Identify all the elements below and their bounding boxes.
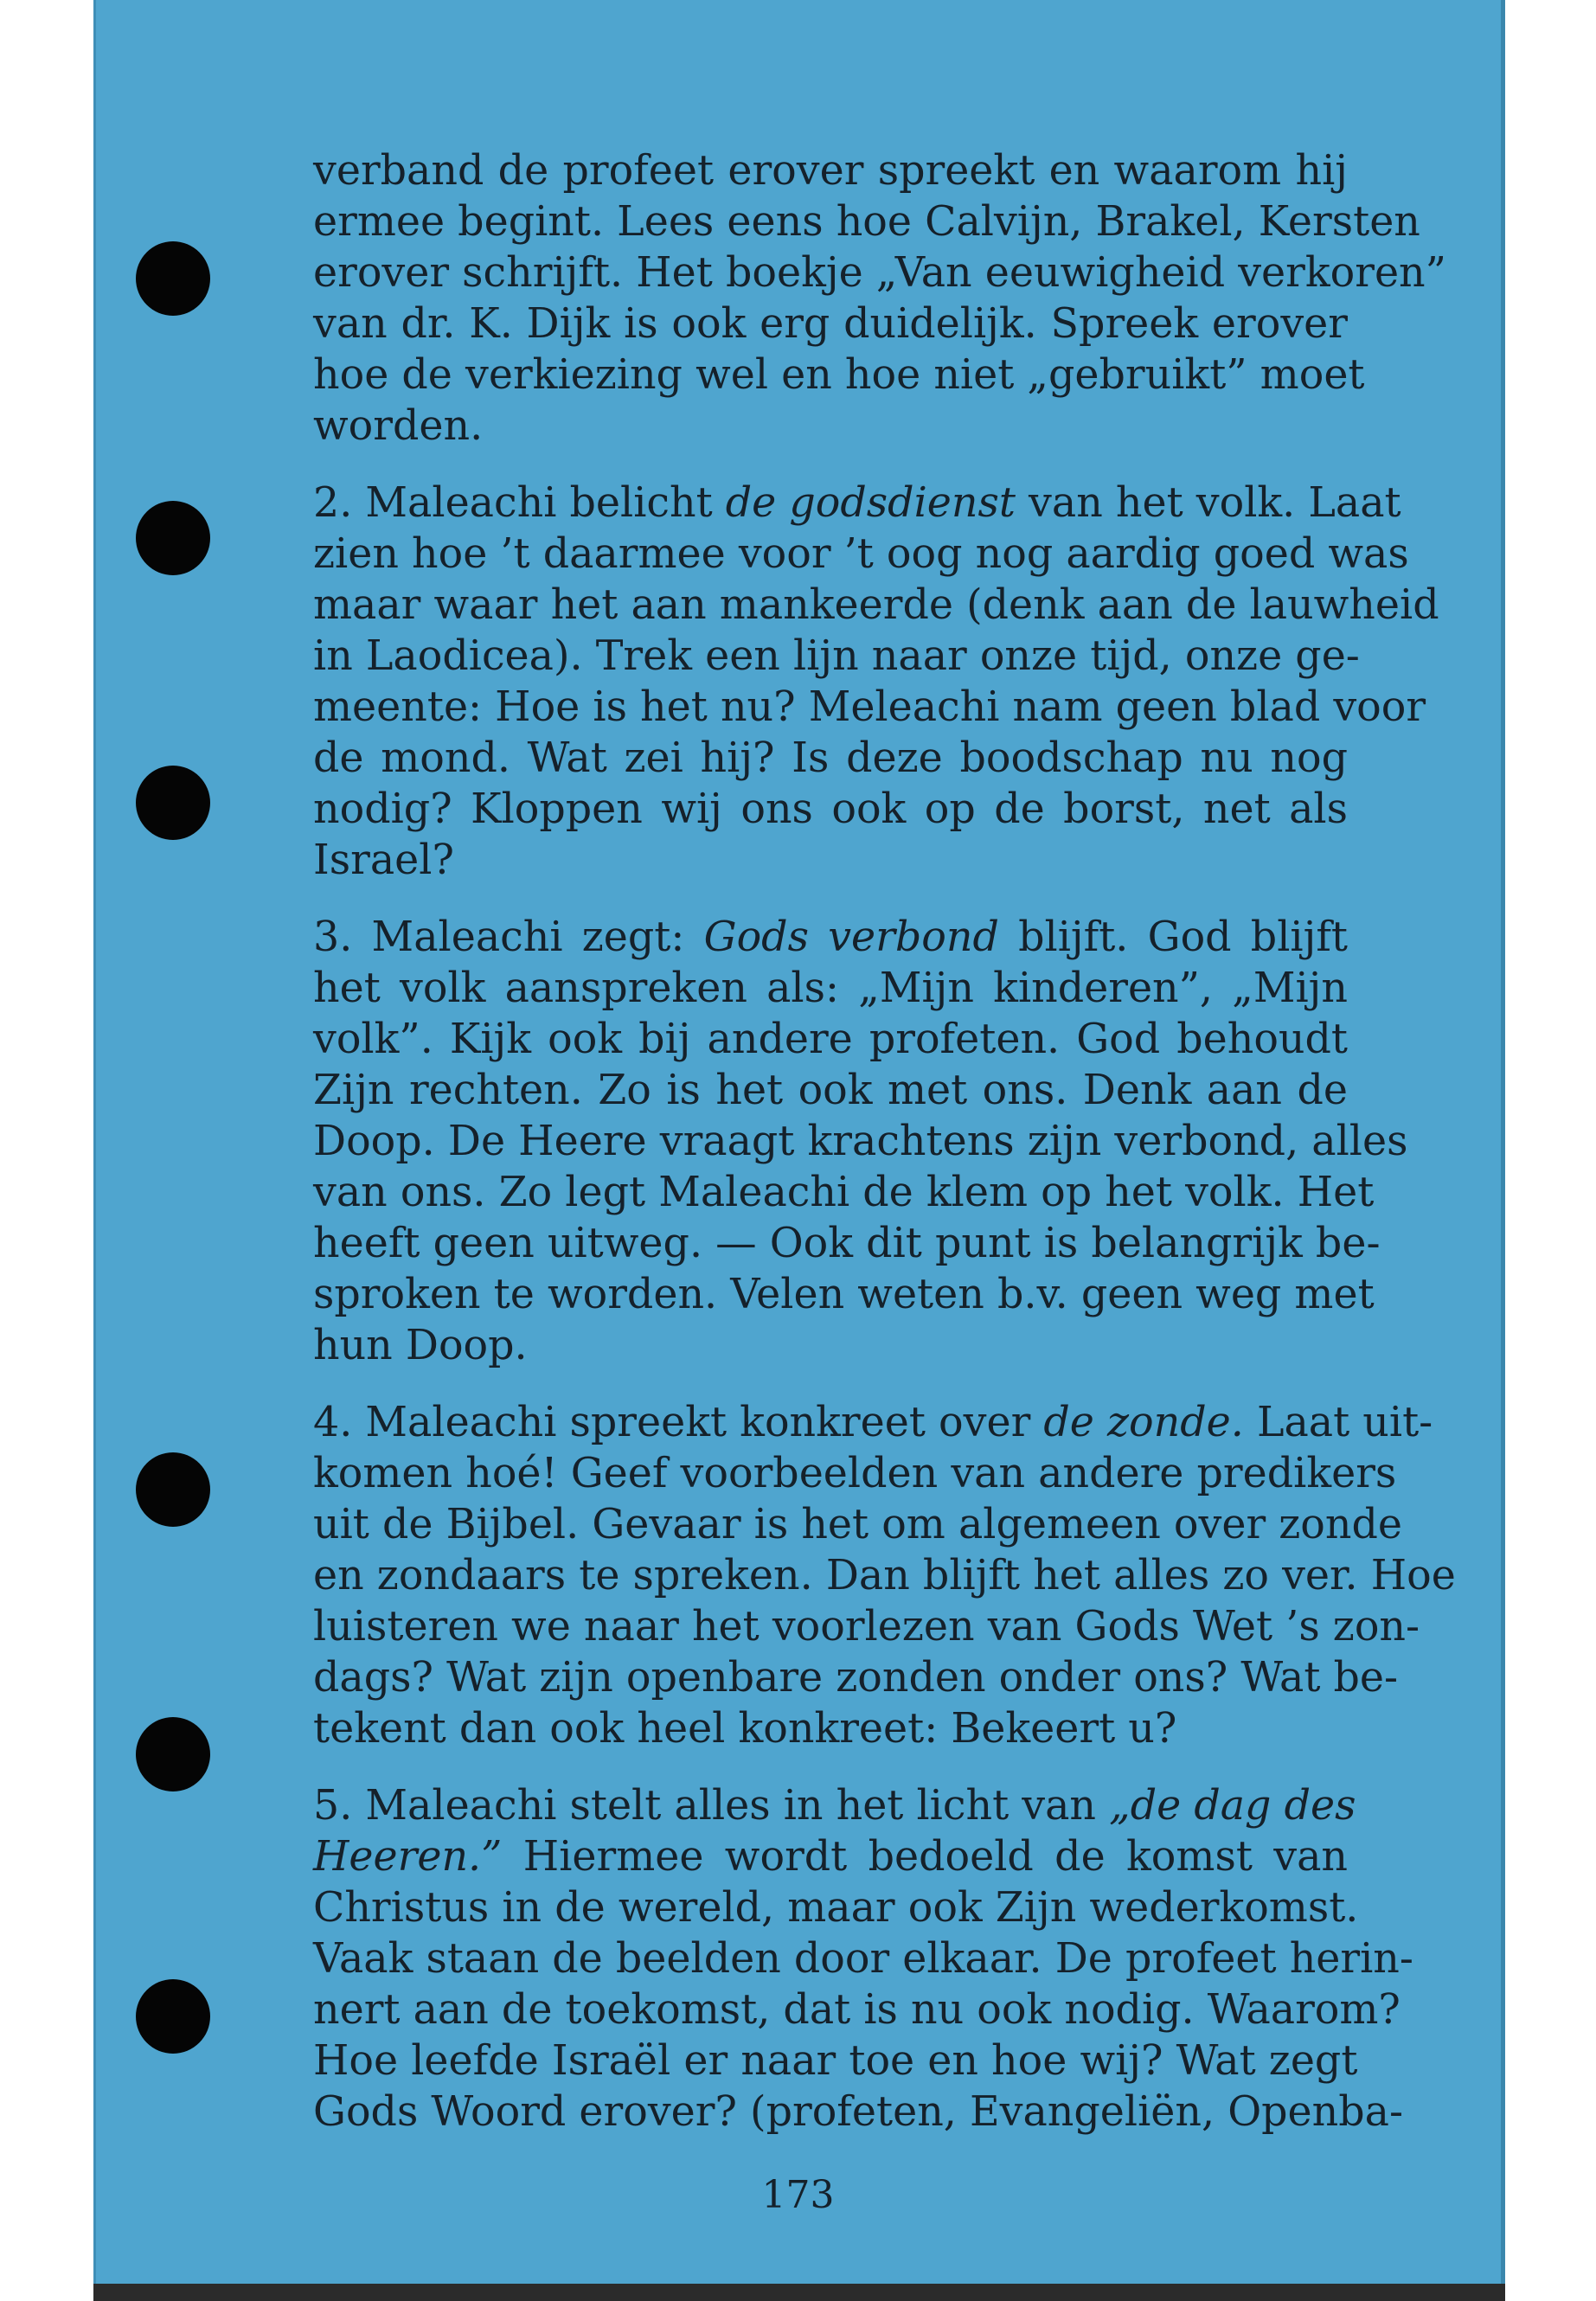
text-line bbox=[313, 1601, 1420, 1652]
paragraph bbox=[313, 912, 1408, 1371]
text-run: verband de profeet erover spreekt en waarom hij bbox=[313, 147, 1348, 195]
text-line bbox=[313, 1550, 1456, 1601]
text-run: volk”. Kijk ook bij andere profeten. God behoudt bbox=[313, 1016, 1348, 1063]
text-run: hoe de verkiezing wel en hoe niet „gebruikt” moet bbox=[313, 351, 1365, 399]
text-line bbox=[313, 835, 1348, 886]
text-line bbox=[313, 247, 1446, 298]
text-run: nert aan de toekomst, dat is nu ook nodig. Waarom? bbox=[313, 1986, 1401, 2034]
text-run: 3. Maleachi zegt: bbox=[313, 913, 704, 961]
italic-phrase: de godsdienst bbox=[725, 479, 1016, 527]
text-run: Christus in de wereld, maar ook Zijn wederkomst. bbox=[313, 1884, 1359, 1932]
text-run: erover schrijft. Het boekje „Van eeuwigheid verkoren” bbox=[313, 249, 1446, 297]
text-run: in Laodicea). Trek een lijn naar onze tijd, onze ge- bbox=[313, 632, 1360, 680]
italic-phrase: „de dag des bbox=[1109, 1782, 1356, 1830]
paragraph bbox=[313, 145, 1446, 452]
text-line bbox=[313, 1167, 1375, 1218]
text-line bbox=[313, 478, 1401, 529]
text-run: Doop. De Heere vraagt krachtens zijn verbond, alles bbox=[313, 1118, 1408, 1165]
text-line bbox=[313, 2086, 1404, 2138]
text-run: nodig? Kloppen wij ons ook op de borst, net als bbox=[313, 785, 1348, 833]
text-line bbox=[313, 1984, 1401, 2035]
text-line bbox=[313, 298, 1348, 349]
text-line bbox=[313, 1882, 1359, 1933]
paragraph bbox=[313, 1780, 1413, 2138]
text-run: 5. Maleachi stelt alles in het licht van bbox=[313, 1782, 1110, 1830]
text-line bbox=[313, 1065, 1348, 1116]
text-line bbox=[313, 912, 1348, 963]
text-line bbox=[313, 349, 1365, 401]
text-run: van het volk. Laat bbox=[1015, 479, 1401, 527]
text-run: Hiermee wordt bedoeld de komst van bbox=[502, 1833, 1348, 1881]
text-run: Israel? bbox=[313, 836, 454, 884]
italic-phrase: Heeren.” bbox=[313, 1833, 503, 1881]
binder-hole bbox=[136, 1452, 210, 1527]
text-run: sproken te worden. Velen weten b.v. geen weg met bbox=[313, 1271, 1375, 1318]
text-run: 2. Maleachi belicht bbox=[313, 479, 726, 527]
text-run: hun Doop. bbox=[313, 1322, 528, 1369]
text-line bbox=[313, 1831, 1348, 1882]
text-line bbox=[313, 631, 1360, 682]
text-line bbox=[313, 1499, 1403, 1550]
text-run: heeft geen uitweg. — Ook dit punt is belangrijk be- bbox=[313, 1220, 1381, 1267]
binder-hole bbox=[136, 241, 210, 316]
text-run: ermee begint. Lees eens hoe Calvijn, Brakel, Kersten bbox=[313, 198, 1420, 246]
text-line bbox=[313, 1218, 1381, 1269]
text-run: van ons. Zo legt Maleachi de klem op het volk. Het bbox=[313, 1169, 1375, 1216]
text-line bbox=[313, 1014, 1348, 1065]
text-run: Gods Woord erover? (profeten, Evangeliën, Openba- bbox=[313, 2088, 1404, 2136]
text-run: de mond. Wat zei hij? Is deze boodschap nu nog bbox=[313, 734, 1348, 782]
text-line bbox=[313, 1116, 1408, 1167]
binder-hole bbox=[136, 1717, 210, 1791]
text-run: Zijn rechten. Zo is het ook met ons. Denk aan de bbox=[313, 1067, 1348, 1114]
text-line bbox=[313, 401, 1348, 452]
italic-phrase: de zonde. bbox=[1043, 1399, 1244, 1446]
text-line bbox=[313, 1933, 1413, 1984]
binder-hole bbox=[136, 766, 210, 840]
text-line bbox=[313, 196, 1420, 247]
text-run: van dr. K. Dijk is ook erg duidelijk. Spreek erover bbox=[313, 300, 1348, 348]
body-text bbox=[313, 145, 1456, 2163]
text-run: Laat uit- bbox=[1243, 1399, 1433, 1446]
text-line bbox=[313, 682, 1426, 733]
text-line bbox=[313, 1448, 1397, 1499]
text-line bbox=[313, 580, 1439, 631]
text-run: tekent dan ook heel konkreet: Bekeert u? bbox=[313, 1705, 1177, 1753]
text-run: dags? Wat zijn openbare zonden onder ons? Wat be- bbox=[313, 1654, 1399, 1702]
binder-hole bbox=[136, 501, 210, 575]
sheet-bottom-edge bbox=[93, 2284, 1505, 2301]
text-run: meente: Hoe is het nu? Meleachi nam geen blad voor bbox=[313, 683, 1426, 731]
text-run: Vaak staan de beelden door elkaar. De profeet herin- bbox=[313, 1935, 1413, 1983]
text-line bbox=[313, 963, 1348, 1014]
text-line bbox=[313, 529, 1409, 580]
text-line bbox=[313, 733, 1348, 784]
text-line bbox=[313, 1397, 1433, 1448]
binder-hole bbox=[136, 1979, 210, 2054]
text-run: komen hoé! Geef voorbeelden van andere predikers bbox=[313, 1450, 1397, 1497]
text-run: worden. bbox=[313, 402, 484, 450]
text-line bbox=[313, 1652, 1399, 1703]
text-run: uit de Bijbel. Gevaar is het om algemeen over zonde bbox=[313, 1501, 1403, 1548]
text-line bbox=[313, 1269, 1375, 1320]
text-run: luisteren we naar het voorlezen van Gods Wet ’s zon- bbox=[313, 1603, 1420, 1650]
text-line bbox=[313, 784, 1348, 835]
text-run: blijft. God blijft bbox=[998, 913, 1348, 961]
paragraph bbox=[313, 1397, 1456, 1754]
page-number: 173 bbox=[761, 2173, 835, 2217]
italic-phrase: Gods verbond bbox=[703, 913, 999, 961]
text-line bbox=[313, 1703, 1348, 1754]
text-run: en zondaars te spreken. Dan blijft het alles zo ver. Hoe bbox=[313, 1552, 1456, 1599]
text-run: 4. Maleachi spreekt konkreet over bbox=[313, 1399, 1044, 1446]
text-line bbox=[313, 2035, 1358, 2086]
text-line bbox=[313, 1320, 1348, 1371]
text-run: het volk aanspreken als: „Mijn kinderen”, „Mijn bbox=[313, 965, 1348, 1012]
text-line bbox=[313, 1780, 1356, 1831]
text-line bbox=[313, 145, 1348, 196]
paragraph bbox=[313, 478, 1439, 886]
text-run: maar waar het aan mankeerde (denk aan de lauwheid bbox=[313, 581, 1439, 629]
text-run: zien hoe ’t daarmee voor ’t oog nog aardig goed was bbox=[313, 530, 1409, 578]
text-run: Hoe leefde Israël er naar toe en hoe wij? Wat zegt bbox=[313, 2037, 1358, 2085]
